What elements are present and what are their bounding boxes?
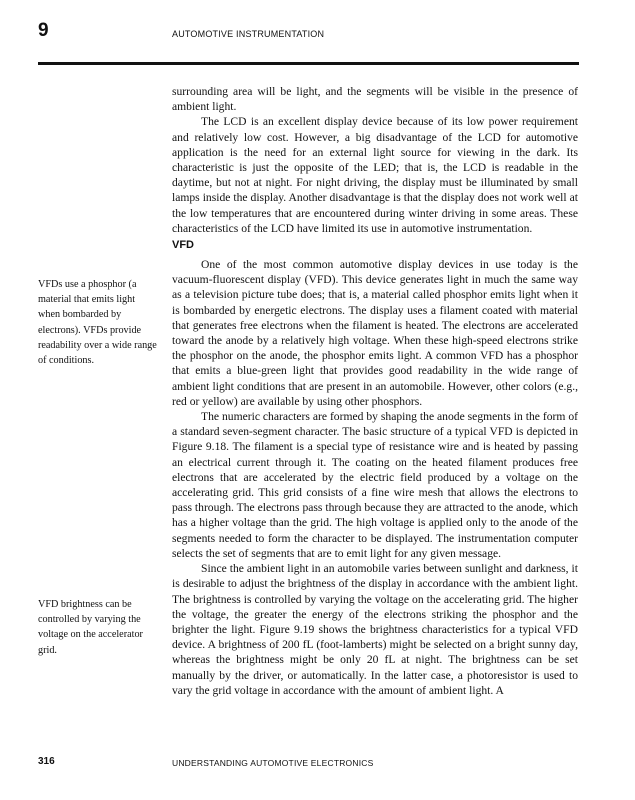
paragraph: Since the ambient light in an automobile varies between sunlight and darkness, it is desirable to adjust the brightness of the display in accordance with the ambient light. The brightness is controlled by varying the voltage on the accelerating grid. The higher the voltage, the greater the energy of the electrons striking the phosphor and the brighter the light. Figure 9.19 shows the brightness characteristics for a typical VFD device. A brightness of 200 fL (foot-lamberts) might be selected on a bright sunny day, whereas the brightness might be only 20 fL at night. The brightness can be set manually by the driver, or automatically. In the latter case, a photoresistor is used to vary the grid voltage in accordance with the amount of ambient light. A	[172, 562, 578, 697]
book-title-footer: UNDERSTANDING AUTOMOTIVE ELECTRONICS	[172, 758, 374, 768]
section-heading: VFD	[172, 239, 194, 252]
paragraph: The numeric characters are formed by shaping the anode segments in the form of a standard seven-segment character. The basic structure of a typical VFD is depicted in Figure 9.18. The filament is a special type of resistance wire and is heated by passing an electrical current through it. The coating on the heated filament produces free electrons that are accelerated by the electric field produced by a voltage on the accelerating grid. This grid consists of a fine wire mesh that allows the electrons to pass through. The electrons pass through because they are attracted to the anode, which has a higher voltage than the grid. The high voltage is applied only to the anode of the segments needed to form the character to be displayed. The instrumentation computer selects the set of segments that are to emit light for any given message.	[172, 410, 578, 560]
running-head: AUTOMOTIVE INSTRUMENTATION	[172, 29, 325, 39]
paragraph: One of the most common automotive display devices in use today is the vacuum-fluorescent display (VFD). This device generates light in much the same way as a television picture tube does; that is, a material called phosphor emits light when it is bombarded by energetic electrons. The display uses a filament coated with material that generates free electrons when the filament is heated. The electrons are accelerated toward the anode by a relatively high voltage. When these high-speed electrons strike the phosphor on the anode, the phosphor emits light. A common VFD has a phosphor that emits a blue-green light that provides good readability in the wide range of ambient light conditions that are present in an automobile. However, other colors (e.g., red or yellow) are available by using other phosphors.	[172, 258, 578, 408]
header-rule	[38, 62, 579, 65]
main-text-column	[172, 84, 578, 698]
paragraph: surrounding area will be light, and the segments will be visible in the presence of ambient light.	[172, 85, 578, 114]
paragraph: The LCD is an excellent display device because of its low power requirement and relatively low cost. However, a big disadvantage of the LCD for automotive application is the need for an external light source for viewing in the dark. Its characteristic is just the opposite of the LED; that is, the LCD is readable in the daytime, but not at night. For night driving, the display must be illuminated by small lamps inside the display. Another disadvantage is that the display does not work well at the low temperatures that are encountered during winter driving in some areas. These characteristics of the LCD have limited its use in automotive instrumentation.	[172, 115, 578, 235]
margin-note: VFDs use a phosphor (a material that emits light when bombarded by electrons). VFDs provide readability over a wide range of conditions.	[38, 279, 157, 367]
page-number: 316	[38, 756, 55, 767]
chapter-number: 9	[38, 20, 49, 41]
margin-note: VFD brightness can be controlled by varying the voltage on the accelerator grid.	[38, 599, 143, 656]
